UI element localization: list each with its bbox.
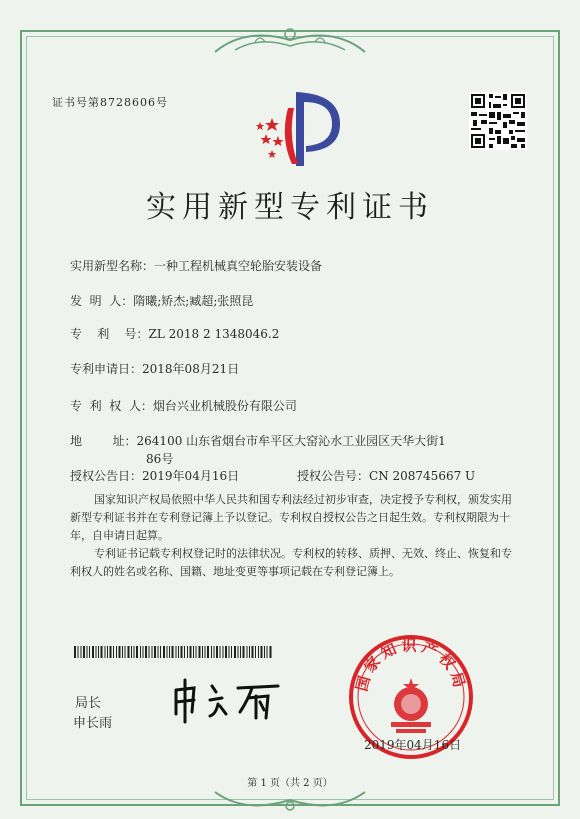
patentee-value: 烟台兴业机械股份有限公司 (152, 399, 297, 413)
filing-date-value: 2018年08月21日 (142, 362, 240, 376)
inventor-label: 发 明 人： (70, 294, 134, 308)
patentee-label: 专 利 权 人： (70, 399, 153, 413)
grant-number-value: CN 208745667 U (369, 469, 476, 483)
director-title: 局长 (75, 696, 102, 711)
patent-office-logo-icon (252, 88, 348, 168)
grant-statement-paragraph: 国家知识产权局依照中华人民共和国专利法经过初步审查，决定授予专利权，颁发实用新型专利证书并在专利登记簿上予以登记。专利权自授权公告之日起生效。专利权期限为十年，自申请日起算。 (70, 493, 512, 542)
director-name: 申长雨 (73, 716, 113, 731)
address-value: 264100 山东省烟台市牟平区大窑沁水工业园区天华大街1 (136, 434, 446, 448)
grant-date-row (70, 467, 239, 484)
patent-number-label: 专 利 号： (70, 327, 149, 341)
patent-number-value: ZL 2018 2 1348046.2 (148, 327, 280, 341)
seal-text: 国家知识产权局 (352, 636, 470, 694)
patentee-row (70, 397, 297, 414)
inventor-value: 隋曦;矫杰;臧超;张照昆 (133, 294, 254, 308)
page-footer: 第 1 页（共 2 页） (247, 778, 333, 789)
legal-status-paragraph: 专利证书记载专利权登记时的法律状况。专利权的转移、质押、无效、终止、恢复和专利权人的姓名或名称、国籍、地址变更等事项记载在专利登记簿上。 (70, 547, 512, 578)
filing-date-label: 专利申请日： (70, 362, 143, 376)
certificate-number: 证书号第8728606号 (52, 96, 168, 109)
utility-model-name-row (70, 257, 322, 274)
inventor-row (70, 292, 253, 309)
qr-code-icon (469, 92, 527, 150)
address-label: 地 址： (70, 434, 137, 448)
utility-model-name-label: 实用新型名称： (70, 259, 155, 273)
grant-date-label: 授权公告日： (70, 469, 143, 483)
top-ornament-icon (205, 22, 375, 58)
grant-date-value: 2019年04月16日 (142, 469, 240, 483)
filing-date-row (70, 360, 239, 377)
address-value-continued: 86号 (146, 452, 174, 466)
issue-date: 2019年04月16日 (364, 738, 462, 752)
grant-number-row (297, 467, 475, 484)
page-title: 实用新型专利证书 (146, 190, 434, 225)
handwritten-signature-icon (168, 676, 288, 724)
grant-number-label: 授权公告号： (297, 469, 370, 483)
bottom-ornament-icon (205, 786, 375, 816)
patent-number-row (70, 325, 279, 342)
barcode-icon (74, 646, 274, 658)
address-row (70, 432, 446, 449)
utility-model-name-value: 一种工程机械真空轮胎安装设备 (154, 259, 323, 273)
